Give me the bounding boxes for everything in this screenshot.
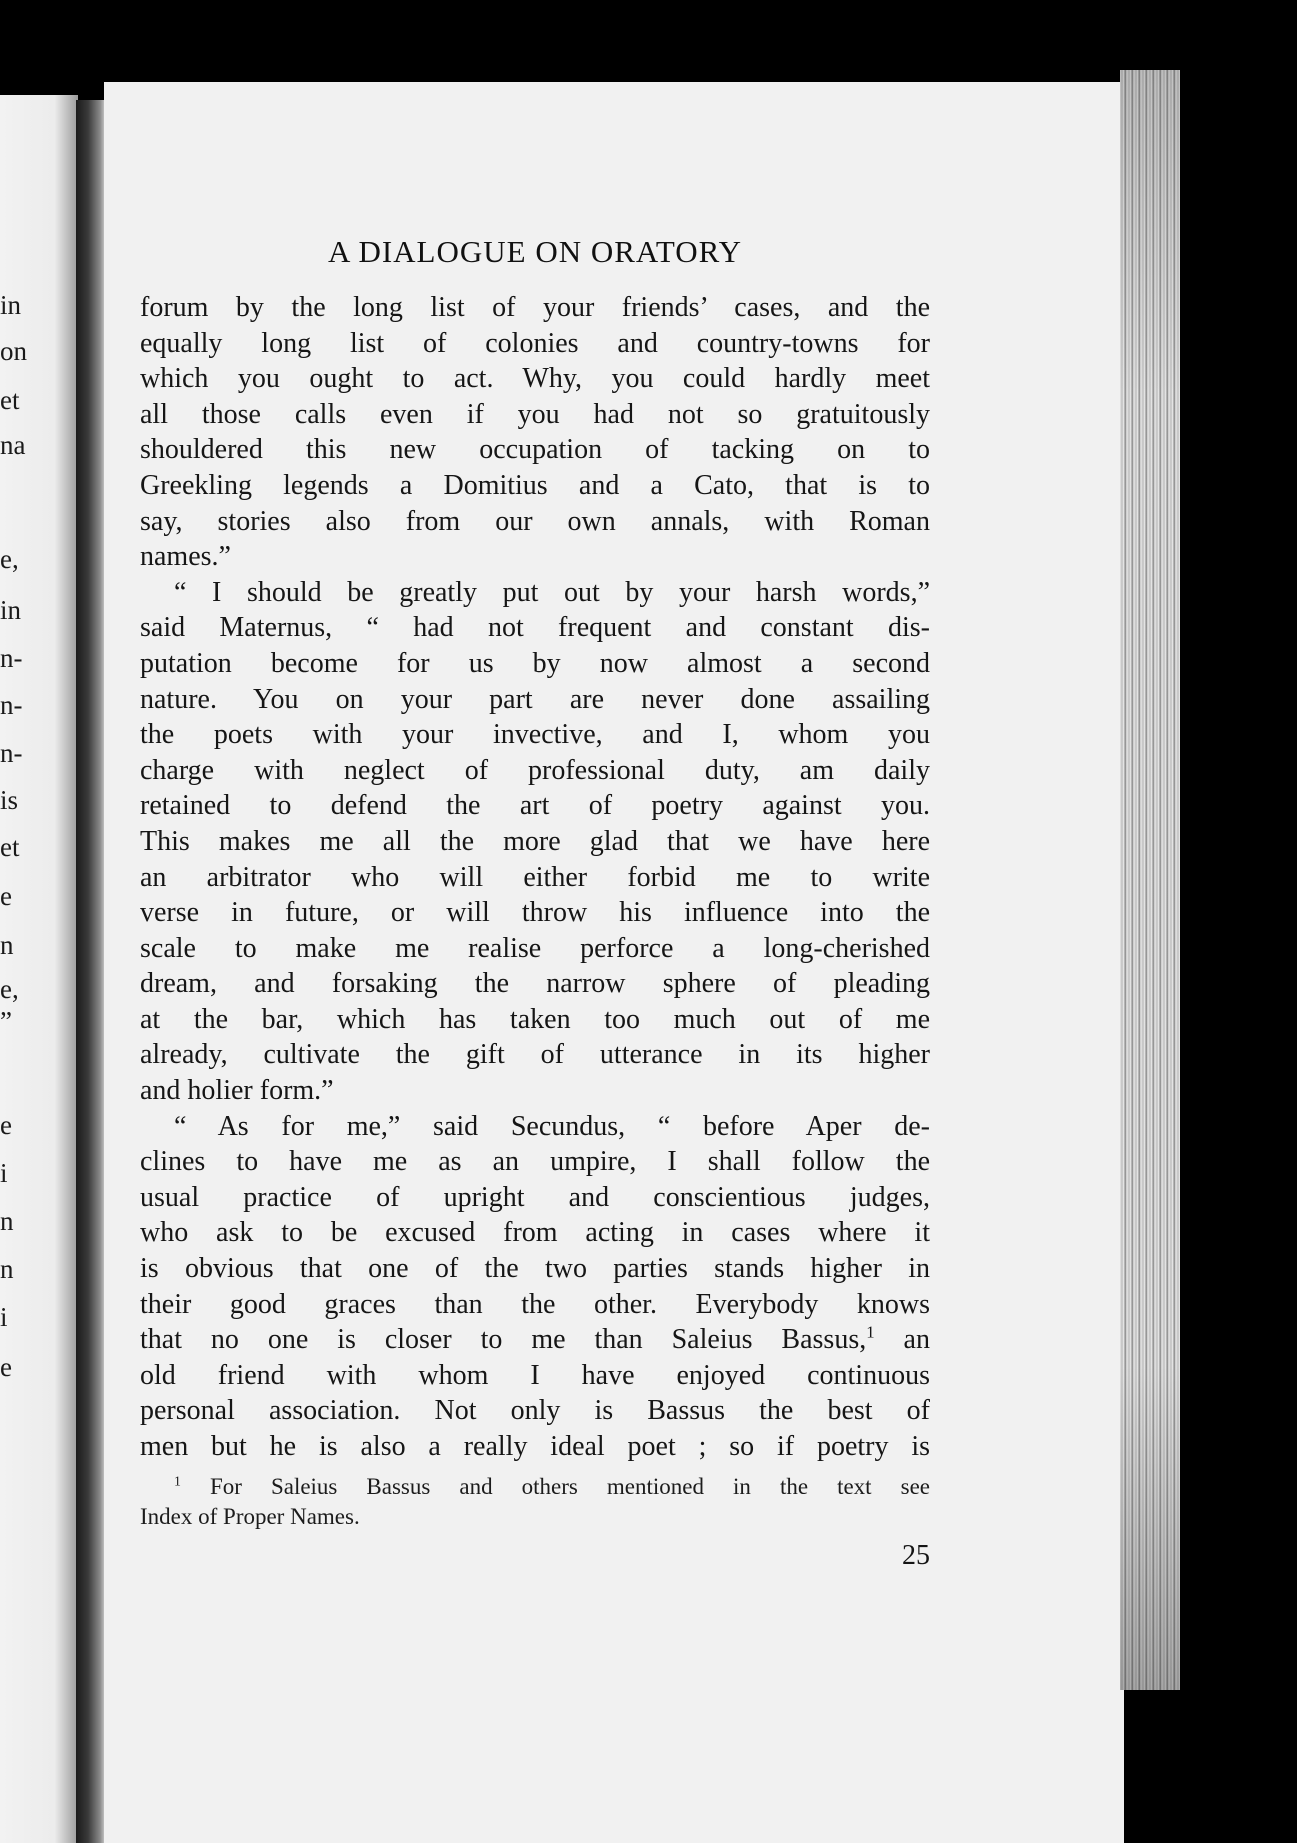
text-line: scale to make me realise perforce a long-cherished (140, 932, 930, 964)
text-line: “ I should be greatly put out by your harsh words,” (174, 576, 930, 608)
left-fragment: on (0, 336, 27, 366)
text-line: say, stories also from our own annals, with Roman (140, 505, 930, 537)
left-fragment: e, (0, 544, 19, 574)
left-fragment: e, (0, 974, 19, 1004)
left-fragment: e (0, 881, 12, 911)
left-fragment: n- (0, 690, 23, 720)
text-line: their good graces than the other. Everybody knows (140, 1288, 930, 1320)
left-fragment: et (0, 385, 20, 415)
text-line: retained to defend the art of poetry against you. (140, 790, 930, 822)
text-line: shouldered this new occupation of tacking on to (140, 434, 930, 466)
text-line: at the bar, which has taken too much out of me (140, 1003, 930, 1035)
text-line: forum by the long list of your friends’ cases, and the (140, 292, 930, 323)
footnote-text: For Saleius Bassus and others mentioned in the text see (180, 1474, 930, 1499)
left-fragment: i (0, 1158, 8, 1188)
left-fragment: i (0, 1302, 8, 1332)
book-gutter-shadow (76, 100, 106, 1843)
text-line: which you ought to act. Why, you could hardly meet (140, 363, 930, 395)
text-line: This makes me all the more glad that we have here (140, 825, 930, 857)
footnote-marker: 1 (174, 1473, 181, 1489)
text-line: usual practice of upright and conscientious judges, (140, 1181, 930, 1213)
text-line: nature. You on your part are never done assailing (140, 683, 930, 715)
footnote-line (140, 1472, 930, 1502)
left-fragment: is (0, 785, 19, 815)
left-fragment: n (0, 930, 14, 960)
text-line: men but he is also a really ideal poet ; so if poetry is (140, 1431, 930, 1462)
text-line: putation become for us by now almost a second (140, 647, 930, 679)
text-line: equally long list of colonies and country-towns for (140, 327, 930, 359)
left-fragment: in (0, 290, 22, 320)
text-line: old friend with whom I have enjoyed continuous (140, 1359, 930, 1391)
left-fragment: n (0, 1254, 14, 1284)
text-line: Greekling legends a Domitius and a Cato, that is to (140, 469, 930, 501)
text-line: the poets with your invective, and I, whom you (140, 719, 930, 751)
footnote-reference: 1 (866, 1322, 875, 1342)
left-fragment: ” (0, 1006, 12, 1036)
left-fragment: n (0, 1206, 14, 1236)
text-line-part: an (874, 1324, 930, 1356)
footnote (140, 1472, 930, 1532)
text-line: dream, and forsaking the narrow sphere of pleading (140, 968, 930, 1000)
text-line: is obvious that one of the two parties stands higher in (140, 1253, 930, 1285)
left-fragment: na (0, 430, 26, 460)
running-head: A DIALOGUE ON ORATORY (328, 234, 742, 269)
text-line: charge with neglect of professional duty, am daily (140, 754, 930, 786)
text-line: already, cultivate the gift of utterance in its higher (140, 1039, 930, 1071)
page-edges-shadow (1120, 70, 1180, 1690)
footnote-line: Index of Proper Names. (140, 1504, 360, 1529)
text-line-part: that no one is closer to me than Saleius Bassus, (140, 1324, 867, 1356)
text-line: and holier form.” (140, 1075, 334, 1107)
left-fragment: n- (0, 643, 23, 673)
left-fragment: n- (0, 738, 23, 768)
text-line: all those calls even if you had not so gratuitously (140, 398, 930, 430)
text-line-with-footnote (140, 1322, 930, 1358)
text-line: clines to have me as an umpire, I shall follow the (140, 1146, 930, 1178)
page-number: 25 (902, 1540, 930, 1571)
left-fragment: in (0, 595, 22, 625)
text-line: personal association. Not only is Bassus the best of (140, 1395, 930, 1427)
text-line: an arbitrator who will either forbid me to write (140, 861, 930, 893)
text-line: said Maternus, “ had not frequent and constant dis- (140, 612, 930, 644)
left-fragment: et (0, 832, 20, 862)
left-fragment: e (0, 1352, 12, 1382)
text-line: “ As for me,” said Secundus, “ before Aper de- (174, 1110, 930, 1142)
text-line: who ask to be excused from acting in cases where it (140, 1217, 930, 1249)
text-line: names.” (140, 541, 231, 573)
left-fragment: e (0, 1110, 12, 1140)
text-line: verse in future, or will throw his influence into the (140, 897, 930, 929)
body-text (140, 290, 930, 1465)
